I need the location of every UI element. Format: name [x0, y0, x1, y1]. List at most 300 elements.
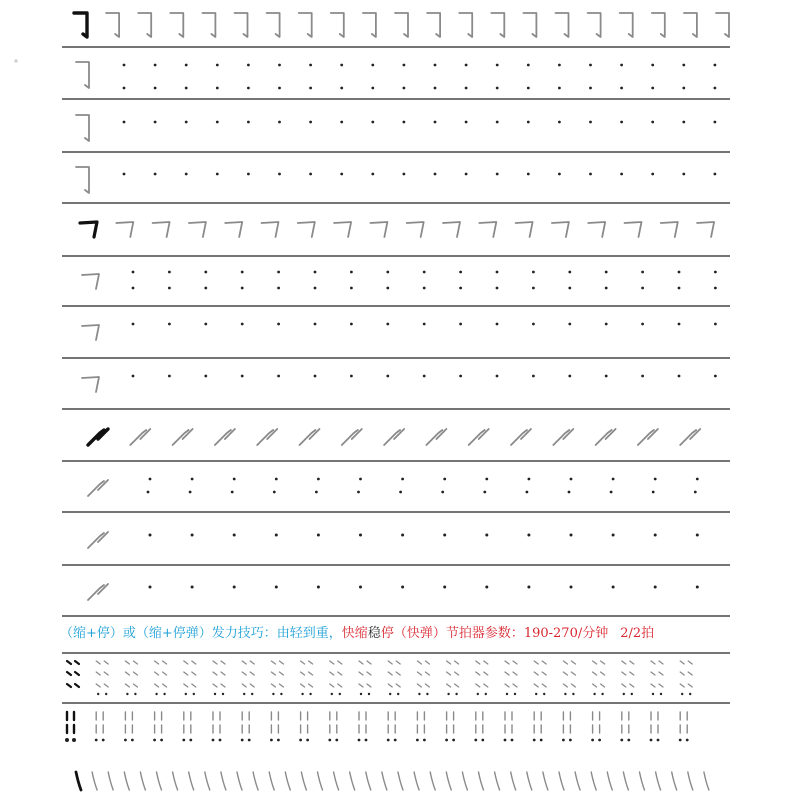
dian-mark [250, 661, 254, 664]
dian-mark [96, 684, 100, 687]
guide-dot [191, 586, 194, 589]
guide-dot [474, 739, 477, 742]
guide-dot [526, 491, 529, 494]
guide-dot [714, 173, 717, 176]
instruction-part-4: 停（快弹）节拍器参数：190-270/分钟 [380, 626, 609, 641]
instruction-part-1: （缩+停）或（缩+停弹）发力技巧：由轻到重， [60, 626, 342, 641]
guide-dot [389, 693, 391, 695]
guide-dot [168, 375, 171, 378]
dian-mark [476, 684, 480, 687]
guide-dot [527, 121, 530, 124]
dian-mark [455, 684, 459, 687]
guide-dot [651, 87, 654, 90]
dian-mark [388, 672, 392, 675]
heng-zhe-short-stroke [552, 222, 569, 237]
guide-dot [278, 87, 281, 90]
shu-line-stroke [527, 772, 532, 790]
guide-dot [610, 491, 613, 494]
guide-dot [558, 64, 561, 67]
dian-mark [476, 661, 480, 664]
guide-dot [623, 693, 625, 695]
guide-dot [241, 271, 244, 274]
guide-dot [496, 375, 499, 378]
guide-dot [465, 64, 468, 67]
guide-dot [189, 739, 192, 742]
guide-dot [459, 375, 462, 378]
guide-dot [423, 739, 426, 742]
guide-dot [651, 121, 654, 124]
guide-dot [527, 64, 530, 67]
guide-dot [511, 739, 514, 742]
guide-dot [459, 271, 462, 274]
guide-dot [335, 739, 338, 742]
guide-dot [214, 693, 216, 695]
guide-dot [124, 739, 127, 742]
dian-mark [367, 684, 371, 687]
guide-dot [154, 121, 157, 124]
guide-dot [403, 121, 406, 124]
pie-dian-stroke [638, 429, 658, 445]
guide-dot [314, 323, 317, 326]
guide-dot [365, 739, 368, 742]
guide-dot [589, 173, 592, 176]
heng-zhe-stroke [620, 13, 633, 37]
guide-dot [368, 693, 370, 695]
guide-dot [569, 739, 572, 742]
guide-dot [558, 121, 561, 124]
dian-mark [571, 684, 575, 687]
guide-dot [423, 375, 426, 378]
guide-dot [620, 739, 623, 742]
guide-dot [591, 739, 594, 742]
guide-dot [641, 287, 644, 290]
dian-mark [67, 684, 71, 687]
guide-dot [496, 87, 499, 90]
dian-mark [163, 661, 167, 664]
guide-dot [686, 739, 689, 742]
guide-dot [204, 271, 207, 274]
guide-dot [359, 534, 362, 537]
guide-dot [189, 491, 192, 494]
guide-dot [452, 739, 455, 742]
guide-dot [528, 478, 531, 481]
dian-mark [242, 672, 246, 675]
pie-dian-stroke [257, 429, 277, 445]
dian-mark [271, 684, 275, 687]
guide-dot [496, 271, 499, 274]
dian-mark [396, 672, 400, 675]
heng-zhe-short-stroke [189, 222, 206, 237]
guide-dot [154, 64, 157, 67]
dian-mark [338, 684, 342, 687]
heng-zhe-short-stroke [82, 325, 99, 340]
dian-mark [417, 684, 421, 687]
guide-dot [350, 323, 353, 326]
guide-dot [168, 287, 171, 290]
dian-mark [125, 672, 129, 675]
shu-line-stroke [108, 772, 113, 790]
dian-mark [484, 661, 488, 664]
dian-mark [338, 661, 342, 664]
guide-dot [514, 693, 516, 695]
shu-line-stroke [350, 772, 355, 790]
dian-mark [242, 684, 246, 687]
guide-dot [568, 375, 571, 378]
dian-mark [622, 684, 626, 687]
guide-dot [605, 375, 608, 378]
dian-mark [571, 672, 575, 675]
guide-dot [168, 271, 171, 274]
heng-zhe-stroke [170, 13, 183, 37]
guide-dot [317, 586, 320, 589]
heng-zhe-short-stroke [661, 222, 678, 237]
dian-mark [505, 672, 509, 675]
dian-mark [133, 661, 137, 664]
guide-dot [403, 87, 406, 90]
dian-mark [542, 672, 546, 675]
guide-dot [277, 323, 280, 326]
guide-dot [123, 173, 126, 176]
shu-line-stroke [334, 772, 339, 790]
dian-mark [242, 661, 246, 664]
shu-line-stroke [285, 772, 290, 790]
guide-dot [154, 87, 157, 90]
guide-dot [216, 64, 219, 67]
guide-dot [65, 738, 69, 742]
guide-dot [247, 64, 250, 67]
dian-mark [338, 672, 342, 675]
guide-dot [123, 121, 126, 124]
guide-dot [465, 173, 468, 176]
ruled-lines [62, 47, 730, 703]
shu-line-stroke [173, 772, 178, 790]
guide-dot [272, 693, 274, 695]
guide-dot [212, 739, 215, 742]
guide-dot [568, 271, 571, 274]
guide-dot [231, 491, 234, 494]
heng-zhe-short-stroke [697, 222, 714, 237]
heng-zhe-stroke [331, 13, 344, 37]
guide-dot [678, 271, 681, 274]
dian-mark [484, 672, 488, 675]
pie-dian-stroke [215, 429, 235, 445]
dian-mark [163, 672, 167, 675]
dian-mark [447, 661, 451, 664]
dian-mark [133, 684, 137, 687]
guide-dot [459, 323, 462, 326]
heng-zhe-stroke [716, 13, 729, 37]
dian-mark [417, 672, 421, 675]
guide-dot [204, 323, 207, 326]
guide-dot [416, 739, 419, 742]
guide-dot [185, 87, 188, 90]
dian-mark [279, 661, 283, 664]
dian-mark [133, 672, 137, 675]
pie-dian-stroke [553, 429, 573, 445]
guide-dot [309, 64, 312, 67]
guide-dot [163, 693, 165, 695]
guide-dot [682, 173, 685, 176]
instruction-text [60, 625, 800, 643]
heng-zhe-stroke [76, 115, 89, 141]
guide-dot [309, 173, 312, 176]
pie-dian-stroke [88, 532, 108, 548]
dian-mark [184, 684, 188, 687]
dian-mark [250, 684, 254, 687]
guide-dot [204, 375, 207, 378]
heng-zhe-short-stroke [516, 222, 533, 237]
guide-dot [309, 693, 311, 695]
dian-mark [104, 661, 108, 664]
dian-mark [447, 684, 451, 687]
heng-zhe-short-stroke [82, 377, 99, 392]
guide-dot [399, 491, 402, 494]
heng-zhe-stroke [427, 13, 440, 37]
guide-dot [434, 87, 437, 90]
shu-line-stroke [672, 772, 677, 790]
dian-mark [396, 684, 400, 687]
dian-mark [155, 661, 159, 664]
guide-dot [387, 739, 390, 742]
shu-line-stroke [688, 772, 693, 790]
shu-line-stroke [623, 772, 628, 790]
pie-dian-stroke [300, 429, 320, 445]
guide-dot [357, 491, 360, 494]
guide-dot [535, 693, 537, 695]
guide-dot [481, 739, 484, 742]
guide-dot [275, 478, 278, 481]
guide-dot [401, 534, 404, 537]
dian-mark [184, 672, 188, 675]
dian-mark [680, 661, 684, 664]
guide-dot [504, 739, 507, 742]
shu-line-stroke [559, 772, 564, 790]
dian-mark [425, 684, 429, 687]
shu-line-stroke [640, 772, 645, 790]
heng-zhe-short-stroke [225, 222, 242, 237]
guide-dot [314, 375, 317, 378]
guide-dot [694, 491, 697, 494]
guide-dot [593, 693, 595, 695]
guide-dot [350, 271, 353, 274]
dian-mark [593, 684, 597, 687]
guide-dot [465, 121, 468, 124]
dian-mark [571, 661, 575, 664]
heng-zhe-short-stroke [443, 222, 460, 237]
dian-mark [534, 672, 538, 675]
guide-dot [681, 693, 683, 695]
pie-dian-stroke [88, 480, 108, 496]
guide-dot [682, 121, 685, 124]
guide-dot [131, 739, 134, 742]
heng-zhe-stroke [652, 13, 665, 37]
guide-dot [277, 375, 280, 378]
shu-line-stroke [382, 772, 387, 790]
guide-dot [570, 534, 573, 537]
guide-dot [123, 64, 126, 67]
dian-mark [330, 661, 334, 664]
guide-dot [251, 693, 253, 695]
shu-line-stroke [704, 772, 709, 790]
dian-mark [163, 684, 167, 687]
guide-dot [350, 287, 353, 290]
guide-dot [155, 693, 157, 695]
dian-mark [417, 661, 421, 664]
guide-dot [153, 739, 156, 742]
instruction-part-5: 2/2拍 [620, 626, 655, 641]
shu-line-stroke [92, 772, 97, 790]
guide-dot [434, 64, 437, 67]
guide-dot [72, 738, 76, 742]
guide-dot [483, 491, 486, 494]
dian-mark [659, 661, 663, 664]
guide-dot [401, 478, 404, 481]
guide-dot [360, 693, 362, 695]
dian-mark [688, 684, 692, 687]
guide-dot [605, 287, 608, 290]
guide-dot [714, 64, 717, 67]
shu-line-stroke [140, 772, 145, 790]
guide-dot [241, 323, 244, 326]
guide-dot [527, 173, 530, 176]
guide-dot [682, 87, 685, 90]
guide-dot [598, 739, 601, 742]
guide-dot [570, 478, 573, 481]
dian-mark [563, 684, 567, 687]
guide-dot [386, 375, 389, 378]
guide-dot [102, 739, 105, 742]
stroke-glyphs [67, 13, 729, 790]
guide-dot [247, 121, 250, 124]
dian-mark [396, 661, 400, 664]
guide-dot [132, 287, 135, 290]
shu-line-stroke [366, 772, 371, 790]
pie-dian-stroke [426, 429, 446, 445]
guide-dot [401, 586, 404, 589]
guide-dot [277, 271, 280, 274]
dian-mark [622, 661, 626, 664]
guide-dot [247, 87, 250, 90]
guide-dot [423, 323, 426, 326]
shu-line-stroke [301, 772, 306, 790]
guide-dot [620, 87, 623, 90]
instruction-part-2: 快缩 [341, 626, 368, 641]
dian-mark [330, 672, 334, 675]
heng-zhe-short-stroke [82, 274, 99, 289]
heng-zhe-stroke [556, 13, 569, 37]
guide-dot [714, 323, 717, 326]
heng-zhe-stroke [267, 13, 280, 37]
dian-mark [688, 661, 692, 664]
guide-dot [465, 87, 468, 90]
dian-mark [659, 684, 663, 687]
heng-zhe-stroke [76, 62, 89, 88]
dian-mark [425, 661, 429, 664]
guide-dot [243, 693, 245, 695]
dian-mark [96, 672, 100, 675]
dian-mark [184, 661, 188, 664]
guide-dot [386, 271, 389, 274]
guide-dot [434, 173, 437, 176]
shu-line-stroke [479, 772, 484, 790]
guide-dot [447, 693, 449, 695]
dian-mark [221, 672, 225, 675]
dian-mark [221, 661, 225, 664]
guide-dot [371, 121, 374, 124]
guide-dot [589, 64, 592, 67]
shu-line-stroke [607, 772, 612, 790]
dian-mark [155, 684, 159, 687]
heng-zhe-short-stroke [479, 222, 496, 237]
shu-line-stroke [157, 772, 162, 790]
dian-mark [563, 661, 567, 664]
guide-dot [654, 534, 657, 537]
guide-dot [568, 287, 571, 290]
guide-dot [394, 739, 397, 742]
dian-mark [192, 661, 196, 664]
guide-dot [426, 693, 428, 695]
guide-dot [371, 173, 374, 176]
dian-mark [250, 672, 254, 675]
dian-mark [67, 672, 71, 675]
guide-dot [660, 693, 662, 695]
guide-dot [248, 739, 251, 742]
shu-line-stroke [414, 772, 419, 790]
dian-mark [447, 672, 451, 675]
heng-zhe-short-stroke [334, 222, 351, 237]
guide-dot [340, 121, 343, 124]
guide-dot [359, 478, 362, 481]
pie-dian-stroke [469, 429, 489, 445]
guide-dot [612, 478, 615, 481]
guide-dot [654, 586, 657, 589]
guide-dot [317, 478, 320, 481]
guide-dot [543, 693, 545, 695]
guide-dot [678, 323, 681, 326]
dian-mark [534, 661, 538, 664]
guide-dot [589, 87, 592, 90]
heng-zhe-stroke [684, 13, 697, 37]
guide-dot [631, 693, 633, 695]
guide-dot [485, 534, 488, 537]
guide-dot [219, 739, 222, 742]
guide-dot [682, 64, 685, 67]
guide-dot [278, 121, 281, 124]
guide-dot [191, 534, 194, 537]
guide-dot [532, 375, 535, 378]
guide-dot [605, 271, 608, 274]
dian-mark [192, 672, 196, 675]
heng-zhe-stroke [76, 167, 89, 193]
dian-mark [388, 684, 392, 687]
shu-line-stroke [543, 772, 548, 790]
guide-dot [168, 323, 171, 326]
shu-line-stroke [124, 772, 129, 790]
dian-mark [67, 661, 71, 664]
guide-dot [185, 173, 188, 176]
heng-zhe-short-stroke [407, 222, 424, 237]
guide-dot [651, 173, 654, 176]
guide-dot [182, 739, 185, 742]
dian-mark [688, 672, 692, 675]
heng-zhe-stroke [491, 13, 504, 37]
guide-dot [299, 739, 302, 742]
dian-mark [125, 661, 129, 664]
dian-mark [601, 684, 605, 687]
dian-mark [271, 661, 275, 664]
dian-mark [505, 684, 509, 687]
guide-dot [275, 534, 278, 537]
